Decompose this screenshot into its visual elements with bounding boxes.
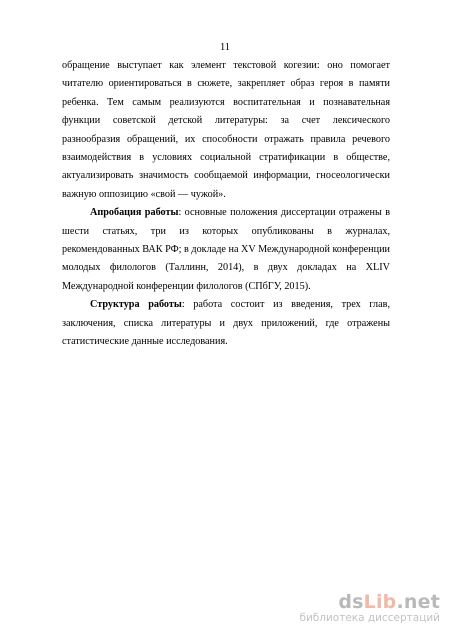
page-number: 11 <box>219 42 231 53</box>
paragraph-text: обращение выступает как элемент текстовой когезии: оно помогает читателю ориентироваться в сюжете, закрепляет образ героя в памяти ребенка. Тем самым реализуются воспитательная и познавательная функции советской детской литературы: за счет лексического разнообразия обращений, их способности отражать правила речевого взаимодействия в условиях социальной стратификации в обществе, актуализировать значимость сообщаемой информации, гносеологически важную оппозицию «свой — чужой». <box>62 60 390 200</box>
paragraph-text: : основные положения диссертации отражены в шести статьях, три из которых опубликованы в журналах, рекомендованных ВАК РФ; в докладе на XV Международной конференции молодых филологов (Таллинн, 2014), в двух докладах на XLIV Международной конференции филологов (СПбГУ, 2015). <box>62 207 391 292</box>
watermark-logo: dsLib.net <box>338 591 440 613</box>
approbation-heading: Апробация работы <box>90 207 179 219</box>
document-body <box>62 57 390 352</box>
watermark <box>299 592 440 625</box>
structure-heading: Структура работы <box>90 299 182 311</box>
paragraph-structure <box>62 296 390 351</box>
paragraph-text: : работа состоит из введения, трех глав, заключения, списка литературы и двух приложений, где отражены статистические данные исследования. <box>62 299 390 348</box>
paragraph-continuation <box>62 57 390 204</box>
paragraph-approbation <box>62 204 390 296</box>
watermark-caption: библиотека диссертаций <box>299 612 440 624</box>
